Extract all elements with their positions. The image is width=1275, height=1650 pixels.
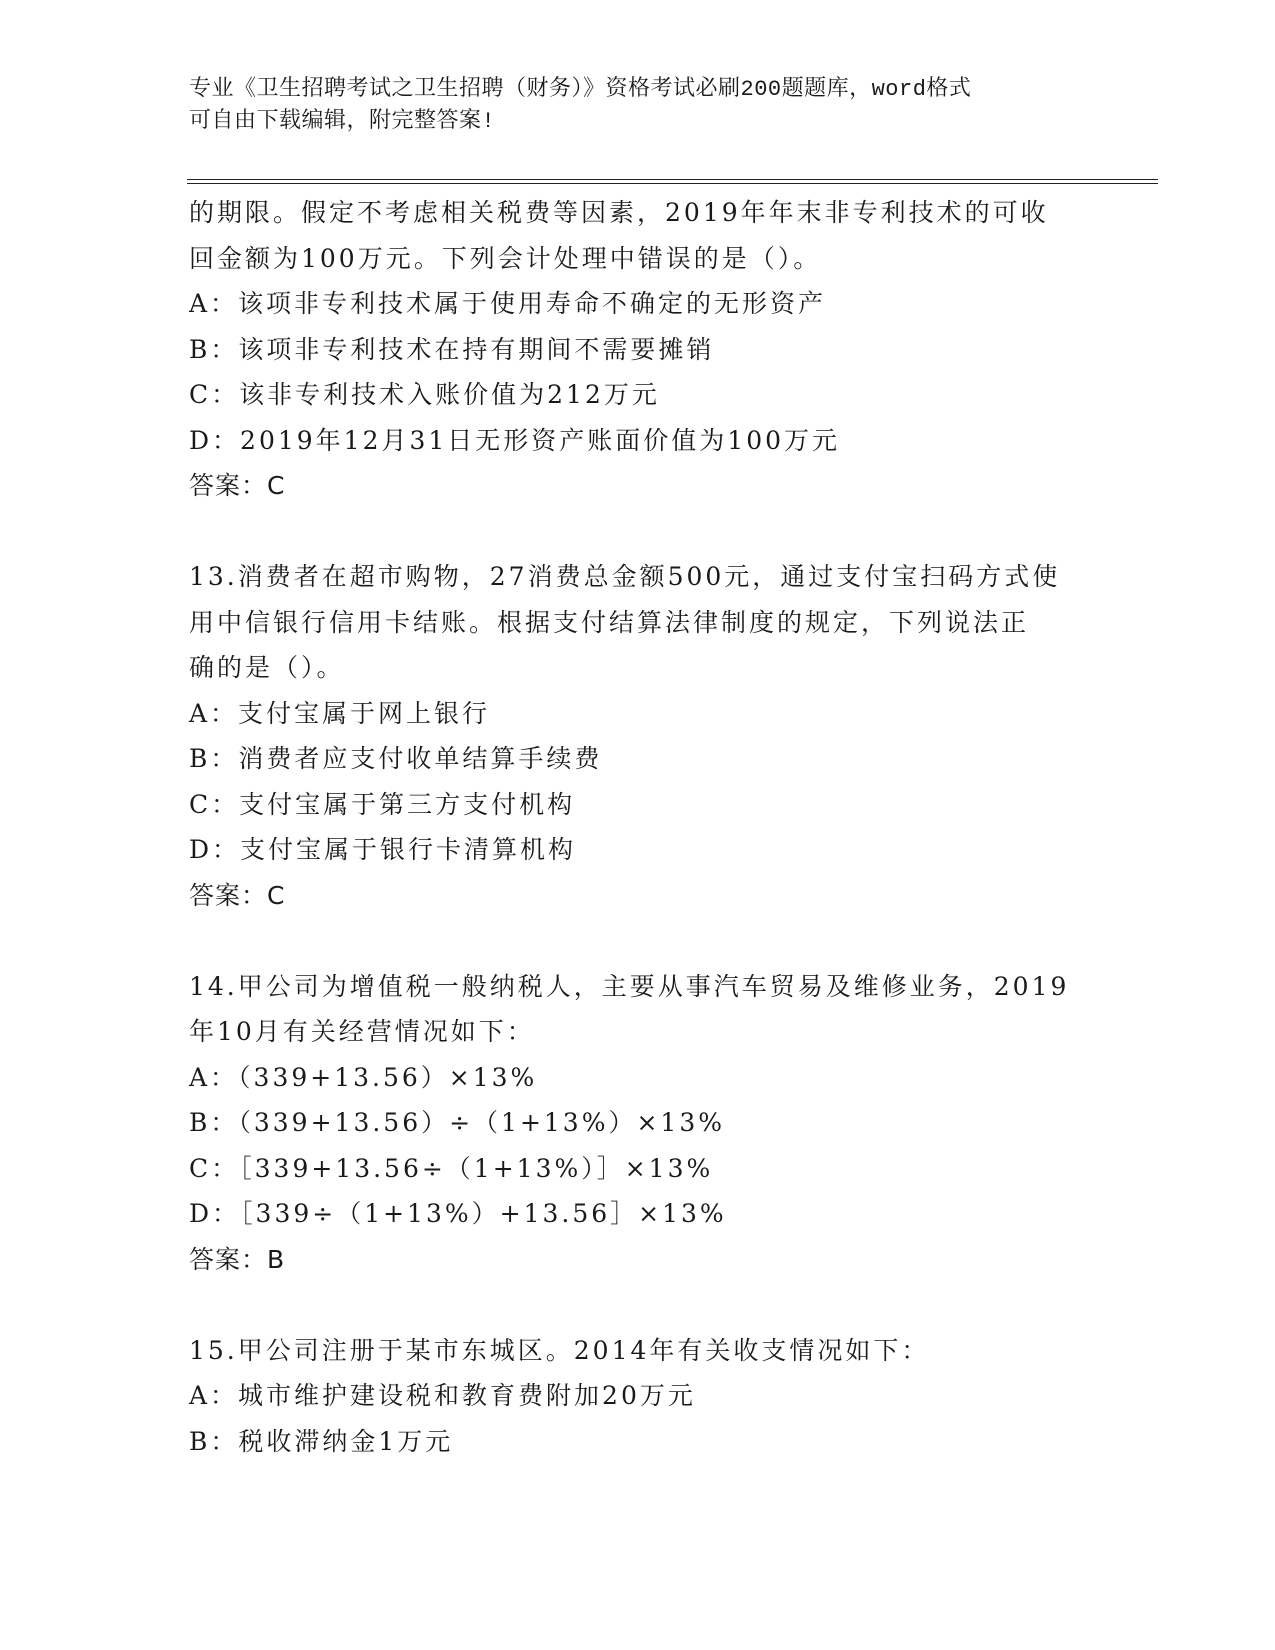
question-spacer bbox=[189, 918, 1089, 964]
option-a: A：该项非专利技术属于使用寿命不确定的无形资产 bbox=[189, 289, 827, 318]
answer-line: 答案：B bbox=[189, 1244, 286, 1274]
answer-line: 答案：C bbox=[189, 880, 286, 910]
question-spacer bbox=[189, 509, 1089, 555]
question-stem-line: 14.甲公司为增值税一般纳税人，主要从事汽车贸易及维修业务，2019 bbox=[189, 971, 1070, 1001]
question-15 bbox=[189, 1328, 1089, 1465]
option-a: A：支付宝属于网上银行 bbox=[189, 698, 491, 728]
question-stem-line: 15.甲公司注册于某市东城区。2014年有关收支情况如下： bbox=[189, 1335, 930, 1365]
question-stem-line: 用中信银行信用卡结账。根据支付结算法律制度的规定，下列说法正 bbox=[189, 607, 1030, 637]
question-stem-line: 13.消费者在超市购物，27消费总金额500元，通过支付宝扫码方式使 bbox=[189, 562, 1061, 591]
question-12 bbox=[189, 190, 1089, 509]
option-a: A：城市维护建设税和教育费附加20万元 bbox=[189, 1381, 696, 1410]
option-b: B：消费者应支付收单结算手续费 bbox=[189, 744, 603, 773]
option-c: C：支付宝属于第三方支付机构 bbox=[189, 789, 576, 819]
option-a: A：（339+13.56）×13% bbox=[189, 1062, 538, 1092]
header-divider bbox=[187, 179, 1158, 184]
option-b: B：税收滞纳金1万元 bbox=[189, 1426, 454, 1456]
option-b: B：（339+13.56）÷（1+13%）×13% bbox=[189, 1108, 725, 1137]
question-13 bbox=[189, 554, 1089, 918]
header-line-1: 专业《卫生招聘考试之卫生招聘（财务）》资格考试必刷200题题库，word格式 bbox=[189, 77, 972, 102]
question-stem-line: 年10月有关经营情况如下： bbox=[189, 1017, 535, 1046]
option-d: D：［339÷（1+13%）+13.56］×13% bbox=[189, 1199, 727, 1228]
question-spacer bbox=[189, 1282, 1089, 1328]
option-b: B：该项非专利技术在持有期间不需要摊销 bbox=[189, 334, 715, 364]
question-stem-line: 确的是（）。 bbox=[189, 653, 345, 682]
question-list bbox=[189, 190, 1089, 1464]
option-d: D：支付宝属于银行卡清算机构 bbox=[189, 835, 577, 864]
option-c: C：该非专利技术入账价值为212万元 bbox=[189, 380, 660, 409]
header-line-2: 可自由下载编辑，附完整答案! bbox=[189, 109, 496, 134]
page-header bbox=[189, 74, 1089, 138]
answer-line: 答案：C bbox=[189, 471, 286, 500]
question-stem-line: 回金额为100万元。下列会计处理中错误的是（）。 bbox=[189, 243, 822, 273]
option-c: C：［339+13.56÷（1+13%）］×13% bbox=[189, 1153, 714, 1183]
question-stem-line: 的期限。假定不考虑相关税费等因素，2019年年末非专利技术的可收 bbox=[189, 198, 1049, 227]
option-d: D：2019年12月31日无形资产账面价值为100万元 bbox=[189, 425, 841, 455]
question-14 bbox=[189, 964, 1089, 1283]
